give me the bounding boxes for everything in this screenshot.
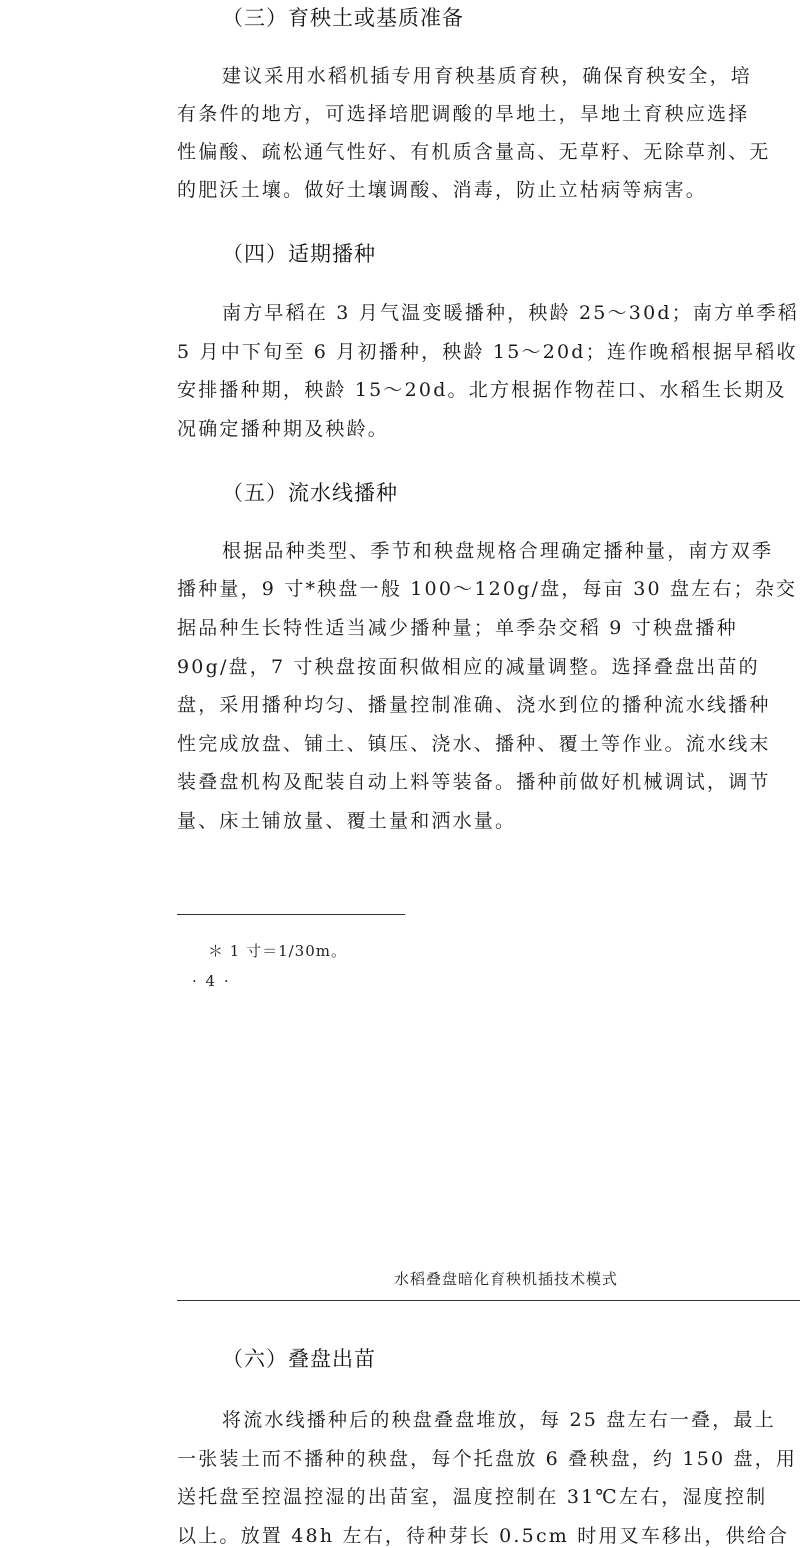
paragraph-line: 根据品种类型、季节和秧盘规格合理确定播种量，南方双季 xyxy=(222,540,774,562)
paragraph-line: 建议采用水稻机插专用育秧基质育秧，确保育秧安全，培 xyxy=(222,65,753,87)
paragraph-line: 的肥沃土壤。做好土壤调酸、消毒，防止立枯病等病害。 xyxy=(177,179,708,201)
paragraph-line: 量、床土铺放量、覆土量和洒水量。 xyxy=(177,810,517,832)
page-number: · 4 · xyxy=(192,972,231,990)
paragraph-line: 况确定播种期及秧龄。 xyxy=(177,418,390,440)
paragraph-line: 盘，采用播种均匀、播量控制准确、浇水到位的播种流水线播种 xyxy=(177,694,771,716)
paragraph-line: 性完成放盘、铺土、镇压、浇水、播种、覆土等作业。流水线末 xyxy=(177,733,771,755)
footnote-divider xyxy=(177,914,405,915)
section-heading: （四）适期播种 xyxy=(222,242,376,266)
section-heading: （三）育秧土或基质准备 xyxy=(222,6,464,30)
paragraph-line: 播种量，9 寸*秧盘一般 100～120g/盘，每亩 30 盘左右；杂交 xyxy=(177,578,798,600)
paragraph-line: 南方早稻在 3 月气温变暖播种，秧龄 25～30d；南方单季稻 xyxy=(222,302,799,324)
paragraph-line: 90g/盘，7 寸秧盘按面积做相应的减量调整。选择叠盘出苗的 xyxy=(177,656,760,678)
paragraph-line: 安排播种期，秧龄 15～20d。北方根据作物茬口、水稻生长期及 xyxy=(177,379,787,401)
paragraph-line: 性偏酸、疏松通气性好、有机质含量高、无草籽、无除草剂、无 xyxy=(177,141,771,163)
section-heading: （六）叠盘出苗 xyxy=(222,1347,376,1371)
paragraph-line: 有条件的地方，可选择培肥调酸的旱地土，旱地土育秧应选择 xyxy=(177,103,750,125)
running-header: 水稻叠盘暗化育秧机插技术模式 xyxy=(394,1270,619,1288)
paragraph-line: 以上。放置 48h 左右，待种芽长 0.5cm 时用叉车移出，供给合 xyxy=(177,1525,790,1547)
header-divider xyxy=(177,1300,800,1301)
footnote: ＊ 1 寸＝1/30m。 xyxy=(208,942,347,960)
section-heading: （五）流水线播种 xyxy=(222,481,398,505)
paragraph-line: 一张装土而不播种的秧盘，每个托盘放 6 叠秧盘，约 150 盘，用 xyxy=(177,1448,798,1470)
paragraph-line: 装叠盘机构及配装自动上料等装备。播种前做好机械调试，调节 xyxy=(177,771,771,793)
paragraph-line: 据品种生长特性适当减少播种量；单季杂交稻 9 寸秧盘播种 xyxy=(177,617,738,639)
paragraph-line: 5 月中下旬至 6 月初播种，秧龄 15～20d；连作晚稻根据早稻收 xyxy=(177,341,798,363)
paragraph-line: 将流水线播种后的秧盘叠盘堆放，每 25 盘左右一叠，最上 xyxy=(222,1409,776,1431)
paragraph-line: 送托盘至控温控湿的出苗室，温度控制在 31℃左右，湿度控制 xyxy=(177,1486,768,1508)
